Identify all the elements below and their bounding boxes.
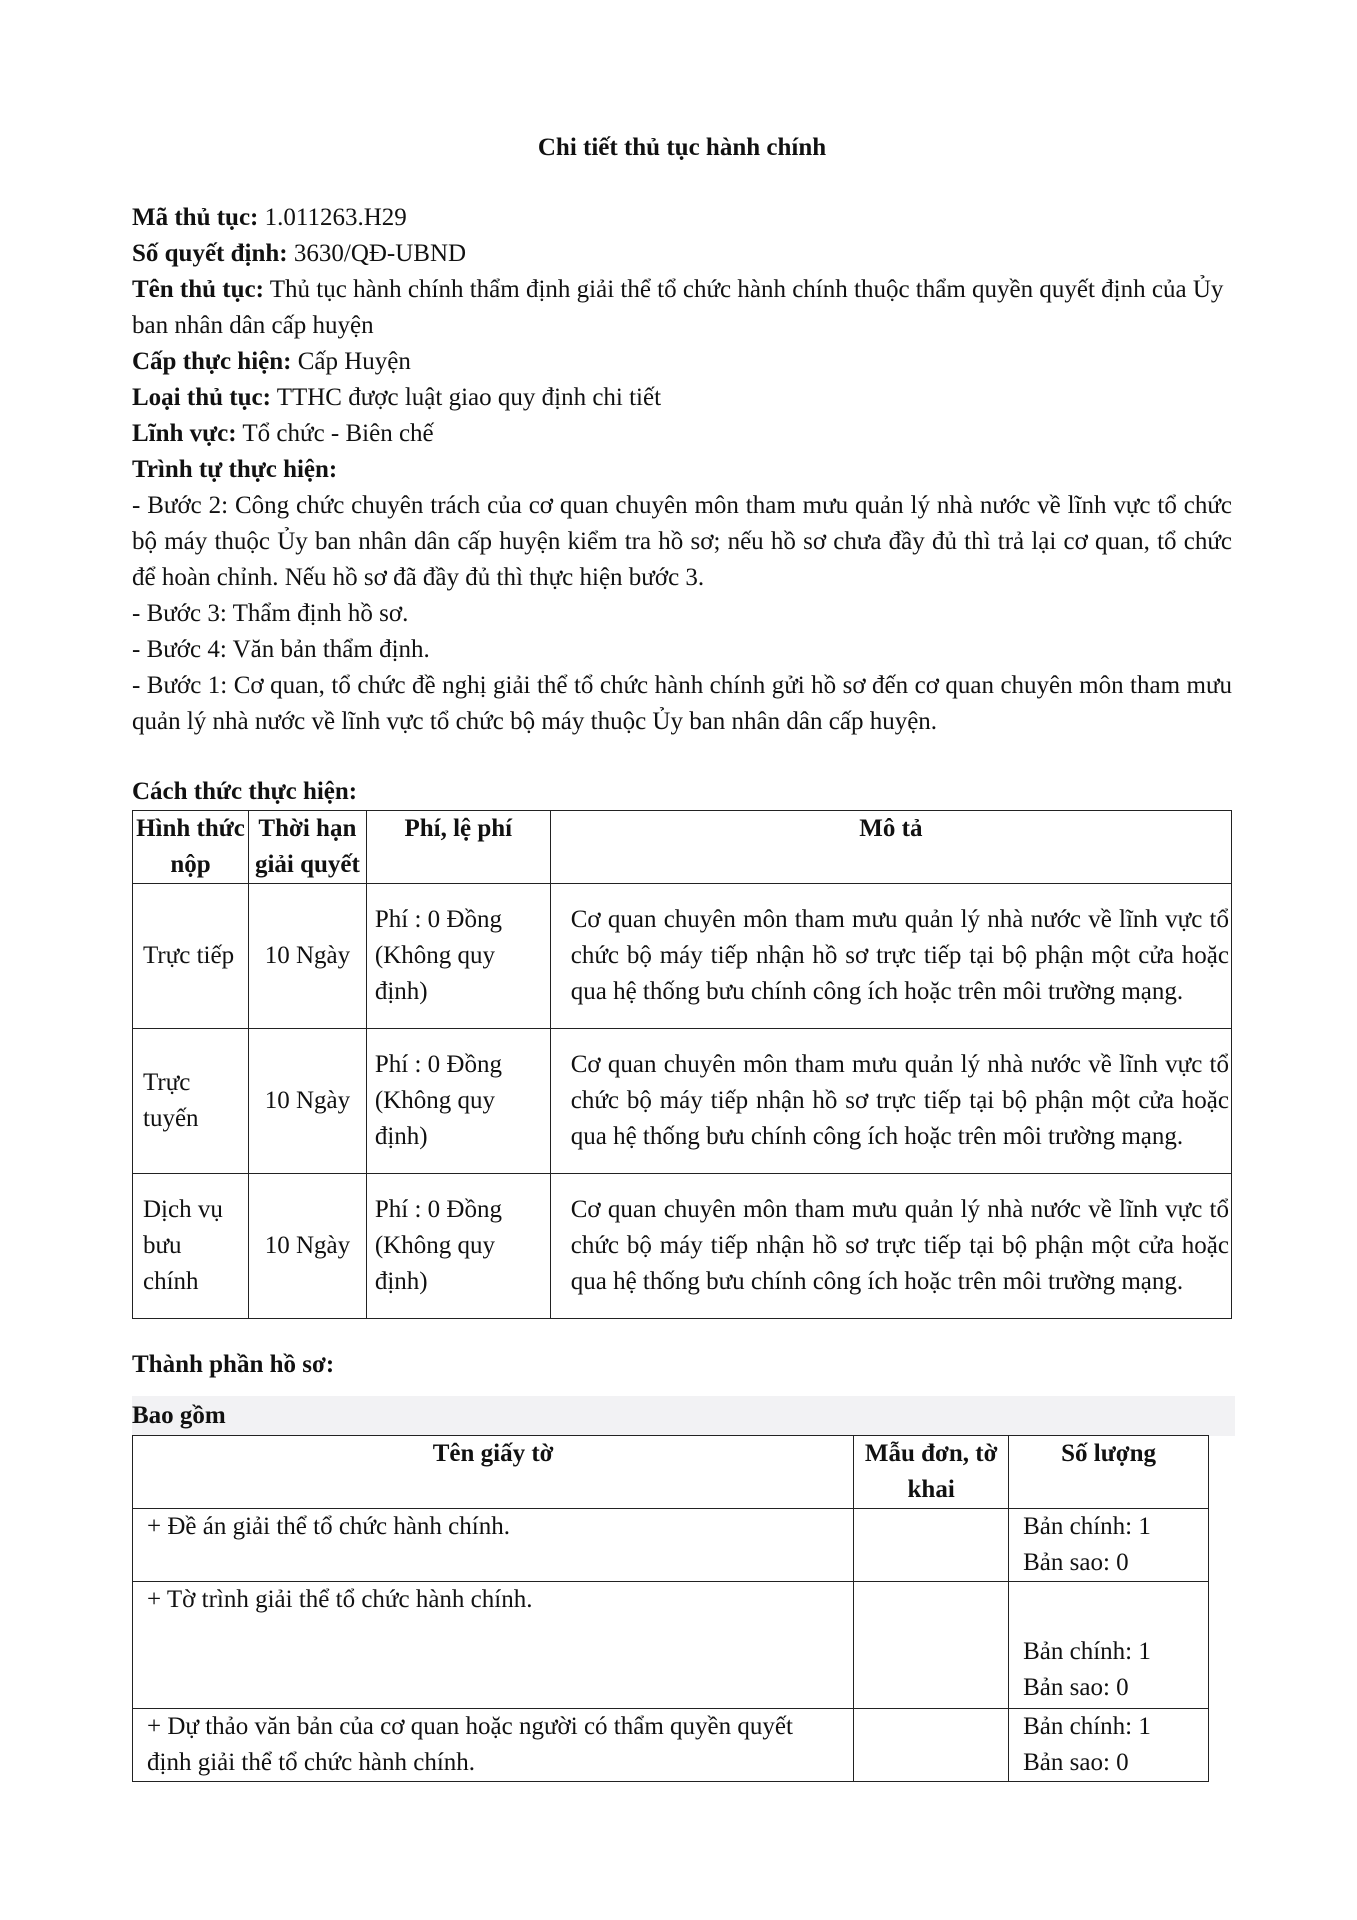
doc-template	[854, 1582, 1009, 1709]
procedure-name-label: Tên thủ tục:	[132, 276, 264, 303]
doc-quantity	[1009, 1709, 1209, 1782]
row-time: 10 Ngày	[248, 1029, 366, 1174]
quantity-copy: Bản sao: 0	[1023, 1749, 1129, 1776]
step-item: - Bước 2: Công chức chuyên trách của cơ quan chuyên môn tham mưu quản lý nhà nước về lĩnh vực tổ chức bộ máy thuộc Ủy ban nhân dân cấp huyện kiểm tra hồ sơ; nếu hồ sơ chưa đầy đủ thì trả lại cơ quan, tổ chức để hoàn chỉnh. Nếu hồ sơ đã đầy đủ thì thực hiện bước 3.	[132, 492, 1232, 591]
procedure-type-label: Loại thủ tục:	[132, 384, 271, 411]
header-doc-name: Tên giấy tờ	[133, 1436, 854, 1509]
table-row	[133, 1509, 1209, 1582]
implementation-level-value: Cấp Huyện	[291, 348, 411, 375]
step-item: - Bước 3: Thẩm định hồ sơ.	[132, 600, 409, 627]
doc-name: + Tờ trình giải thể tổ chức hành chính.	[133, 1582, 854, 1709]
doc-name: + Đề án giải thể tổ chức hành chính.	[133, 1509, 854, 1582]
step-item: - Bước 4: Văn bản thẩm định.	[132, 636, 430, 663]
documents-table	[132, 1435, 1209, 1782]
header-desc: Mô tả	[550, 811, 1231, 884]
row-desc: Cơ quan chuyên môn tham mưu quản lý nhà nước về lĩnh vực tổ chức bộ máy tiếp nhận hồ sơ trực tiếp tại bộ phận một cửa hoặc qua hệ thống bưu chính công ích hoặc trên môi trường mạng.	[550, 1174, 1231, 1319]
row-time: 10 Ngày	[248, 1174, 366, 1319]
doc-quantity	[1009, 1509, 1209, 1582]
procedure-metadata	[132, 200, 1232, 740]
procedure-type	[132, 380, 1232, 416]
row-form: Trực tiếp	[133, 884, 249, 1029]
row-time: 10 Ngày	[248, 884, 366, 1029]
sequence-steps	[132, 488, 1232, 740]
header-time: Thời hạn giải quyết	[248, 811, 366, 884]
doc-template	[854, 1509, 1009, 1582]
table-header-row	[133, 811, 1232, 884]
procedure-field	[132, 416, 1232, 452]
row-desc: Cơ quan chuyên môn tham mưu quản lý nhà nước về lĩnh vực tổ chức bộ máy tiếp nhận hồ sơ trực tiếp tại bộ phận một cửa hoặc qua hệ thống bưu chính công ích hoặc trên môi trường mạng.	[550, 884, 1231, 1029]
decision-number-label: Số quyết định:	[132, 240, 288, 267]
doc-quantity	[1009, 1582, 1209, 1709]
row-form: Trực tuyến	[133, 1029, 249, 1174]
implementation-level-label: Cấp thực hiện:	[132, 348, 292, 375]
procedure-field-value: Tổ chức - Biên chế	[236, 420, 434, 447]
procedure-code	[132, 200, 1232, 236]
row-fee: Phí : 0 Đồng (Không quy định)	[366, 884, 550, 1029]
documents-heading: Thành phần hồ sơ:	[132, 1351, 335, 1378]
header-quantity: Số lượng	[1009, 1436, 1209, 1509]
table-row	[133, 1029, 1232, 1174]
quantity-copy: Bản sao: 0	[1023, 1549, 1129, 1576]
row-desc: Cơ quan chuyên môn tham mưu quản lý nhà nước về lĩnh vực tổ chức bộ máy tiếp nhận hồ sơ trực tiếp tại bộ phận một cửa hoặc qua hệ thống bưu chính công ích hoặc trên môi trường mạng.	[550, 1029, 1231, 1174]
decision-number	[132, 236, 1232, 272]
row-fee: Phí : 0 Đồng (Không quy định)	[366, 1174, 550, 1319]
table-row	[133, 1709, 1209, 1782]
procedure-name-value: Thủ tục hành chính thẩm định giải thể tổ chức hành chính thuộc thẩm quyền quyết định của Ủy ban nhân dân cấp huyện	[132, 276, 1224, 339]
procedure-code-label: Mã thủ tục:	[132, 204, 259, 231]
page-title: Chi tiết thủ tục hành chính	[537, 134, 827, 161]
decision-number-value: 3630/QĐ-UBND	[287, 240, 467, 267]
method-heading: Cách thức thực hiện:	[132, 778, 358, 805]
table-header-row	[133, 1436, 1209, 1509]
procedure-field-label: Lĩnh vực:	[132, 420, 237, 447]
procedure-name	[132, 272, 1232, 344]
step-item: - Bước 1: Cơ quan, tổ chức đề nghị giải thể tổ chức hành chính gửi hồ sơ đến cơ quan chuyên môn tham mưu quản lý nhà nước về lĩnh vực tổ chức bộ máy thuộc Ủy ban nhân dân cấp huyện.	[132, 672, 1232, 735]
quantity-original: Bản chính: 1	[1023, 1513, 1151, 1540]
procedure-code-value: 1.011263.H29	[258, 204, 407, 231]
row-fee: Phí : 0 Đồng (Không quy định)	[366, 1029, 550, 1174]
table-row	[133, 1582, 1209, 1709]
documents-group-label: Bao gồm	[132, 1402, 226, 1429]
procedure-type-value: TTHC được luật giao quy định chi tiết	[270, 384, 662, 411]
sequence-heading: Trình tự thực hiện:	[132, 456, 338, 483]
header-form: Hình thức nộp	[133, 811, 249, 884]
table-row	[133, 1174, 1232, 1319]
table-row	[133, 884, 1232, 1029]
header-fee: Phí, lệ phí	[366, 811, 550, 884]
doc-name: + Dự thảo văn bản của cơ quan hoặc người có thẩm quyền quyết định giải thể tổ chức hành chính.	[133, 1709, 854, 1782]
implementation-level	[132, 344, 1232, 380]
quantity-copy: Bản sao: 0	[1023, 1674, 1129, 1701]
doc-template	[854, 1709, 1009, 1782]
documents-group-band	[132, 1396, 1235, 1436]
row-form: Dịch vụ bưu chính	[133, 1174, 249, 1319]
method-table	[132, 810, 1232, 1319]
quantity-original: Bản chính: 1	[1023, 1638, 1151, 1665]
header-template: Mẫu đơn, tờ khai	[854, 1436, 1009, 1509]
quantity-original: Bản chính: 1	[1023, 1713, 1151, 1740]
